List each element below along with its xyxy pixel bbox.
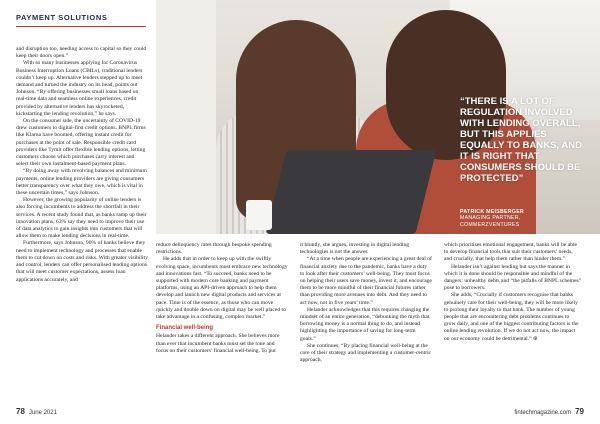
paragraph: However, the growing popularity of online lenders is also forcing incumbents to address the shortfall in their services. A recent study found that, as banks ramp up their innovation plans, 63% say they need to improve their use of data analytics to gain insights into customers that will allow them to make lending decisions in real-time. <box>16 197 147 240</box>
folio-right <box>514 407 584 416</box>
pull-quote: “THERE IS A LOT OF REGULATION INVOLVED WITH LENDING OVERALL, BUT THIS APPLIES EQUALLY TO BANKS, AND IT IS RIGHT THAT CONSUMERS SHOULD BE PROTECTED” <box>460 96 582 184</box>
paragraph: On the consumer side, the uncertainty of COVID-19 drew customers to digital-first credit options. BNPL firms like Klarna have boomed, offering instant credit for purchases at the point of sale. Responsible credit card providers like Tymit offer flexible lending options, letting customers choose which purchases carry interest and select their own instalment-based payment plans. <box>16 118 146 168</box>
column-1 <box>16 46 148 284</box>
photo-wall <box>156 0 216 234</box>
paragraph: it bluntly, she argues, investing in digital lending technologies is not the answer. <box>300 242 410 256</box>
issue-date: June 2021 <box>28 410 57 416</box>
section-rule <box>16 26 146 27</box>
website: fintechmagazine.com <box>514 410 572 416</box>
paragraph: Helander isn’t against lending but says the manner in which it is done should be responsible and mindful of the dangers: unhealthy debts and “the pitfalls of BNPL schemes” pose to borrowers. <box>444 263 582 292</box>
quote-name: PATRICK MEISBERGER <box>460 209 525 215</box>
paragraph: reduce delinquency rates through bespoke spending restrictions. <box>156 242 272 256</box>
paragraph: Helander takes a different approach. She believes more than ever that incumbent banks must set the tone and focus on their customers’ financial well-being. To put <box>156 333 280 354</box>
paragraph: With so many businesses applying for Coronavirus Business Interruption Loans (CBILs), traditional lenders couldn’t keep up. Alternative lenders stepped up to meet demand and turned the industry on its head, points out Johnson. “By offering businesses small loans based on real-time data and seamless online experiences, credit provided by alternative lenders has skyrocketed, kickstarting the lending revolution,” he says. <box>16 60 143 117</box>
quote-company: COMMERZVENTURES <box>460 221 520 228</box>
column-4 <box>444 242 582 343</box>
column-3 <box>300 242 432 364</box>
paragraph: Furthermore, says Johnson, 90% of banks believe they need to implement technology and processes that enable them to cut down on costs and risks. With greater visibility and control, lenders can offer personalised lending options that will meet customer expectations, assess loan applications accurately, and <box>16 240 148 283</box>
quote-attribution <box>460 209 590 228</box>
paragraph: “By doing away with revolving balances and minimum payments, online lending providers are giving consumers better transparency over what they owe, which is vital in these uncertain times,” says Johnson. <box>16 168 147 197</box>
paragraph: “At a time when people are experiencing a great deal of financial anxiety due to the pandemic, banks have a duty to look after their customers’ well-being. They must focus on helping their users save money, invest it, and encourage them to be more mindful of their financial futures rather than providing more avenues into debt. And they need to act now, not in five years’ time.” <box>300 256 432 306</box>
paragraph: and disruption too, needing access to capital so they could keep their doors open.” <box>16 46 147 60</box>
paragraph: He adds that in order to keep up with the swiftly evolving space, incumbents must embrace new technology and innovations fast. “To succeed, banks need to be supported with modern core banking and payment platforms, using an API-driven approach to help them develop and launch new digital products and services at pace. Time is of the essence, as those who can move quickly and double down on digital may be well placed to take advantage in a confusing, complex market.” <box>156 256 288 321</box>
photo-cup <box>246 200 272 230</box>
column-2 <box>156 242 288 355</box>
section-label: PAYMENT SOLUTIONS <box>16 13 108 22</box>
folio-left <box>16 407 57 416</box>
page-number-right: 79 <box>575 407 584 416</box>
paragraph: She continues, “By placing financial well-being at the core of their strategy and implementing a customer-centric approach, <box>300 342 432 364</box>
quote-role: MANAGING PARTNER, <box>460 215 521 222</box>
paragraph: She adds, “Crucially if customers recognise that banks genuinely care for their well-being, they will be more likely to prolong their loyalty to that bank. The number of young people that are encountering debt problems continues to grow daily, and one of the biggest contributing factors is the online lending revolution. If we do not act now, the impact on our economy could be detrimental.” ⊛ <box>444 292 579 342</box>
subheading: Financial well-being <box>156 325 214 332</box>
paragraph: Helander acknowledges that this requires changing the mindset of an entire generation, “debunking the myth that borrowing money is a normal thing to do, and instead highlighting the importance of saving for long-term goals.” <box>300 306 430 342</box>
paragraph: which prioritises emotional engagement, banks will be able to develop financial tools that suit their customers’ needs, and crucially, that help them rather than hinder them.” <box>444 242 577 263</box>
photo-laptop <box>266 150 437 234</box>
page-number-left: 78 <box>16 407 25 416</box>
